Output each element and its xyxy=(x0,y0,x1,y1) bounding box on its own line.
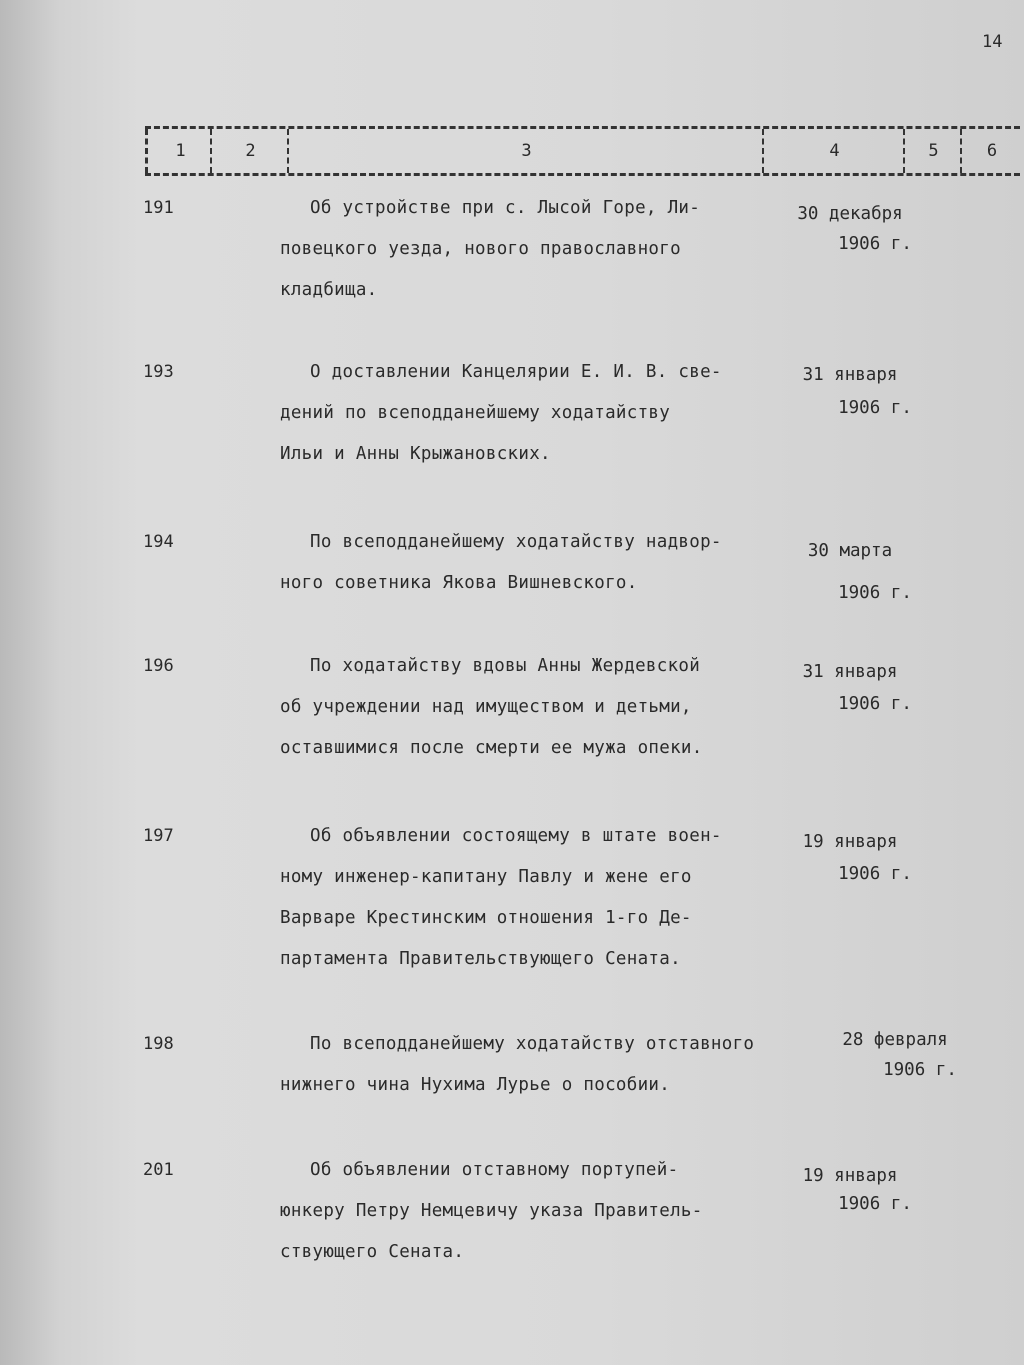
description-line: Об устройстве при с. Лысой Горе, Ли- xyxy=(310,198,701,218)
entry-number: 194 xyxy=(143,532,174,552)
description-line: По всеподданейшему ходатайству надвор- xyxy=(310,532,722,552)
entry-description xyxy=(280,826,790,990)
description-line: Ильи и Анны Крыжановских. xyxy=(280,444,551,464)
column-header: 4 xyxy=(762,129,905,173)
entry-description xyxy=(280,656,790,779)
entry-date: 30 марта xyxy=(807,541,893,561)
description-line: оставшимися после смерти ее мужа опеки. xyxy=(280,738,703,758)
entry-date: 30 декабря xyxy=(797,204,903,224)
entry-date: 31 января xyxy=(802,662,898,682)
entry-number: 197 xyxy=(143,826,174,846)
description-line: об учреждении над имуществом и детьми, xyxy=(280,697,692,717)
entry-date: 28 февраля xyxy=(842,1030,948,1050)
entry-date: 1906 г. xyxy=(838,1194,912,1214)
entry-description xyxy=(280,1034,790,1116)
description-line: кладбища. xyxy=(280,280,378,300)
entry-date: 31 января xyxy=(802,365,898,385)
column-header: 6 xyxy=(960,129,1022,173)
description-line: По всеподданейшему ходатайству отставного xyxy=(310,1034,755,1054)
entry-number: 191 xyxy=(143,198,174,218)
description-line: Об объявлении состоящему в штате воен- xyxy=(310,826,722,846)
description-line: Варваре Крестинским отношения 1-го Де- xyxy=(280,908,692,928)
description-line: повецкого уезда, нового православного xyxy=(280,239,681,259)
entry-date: 1906 г. xyxy=(883,1060,957,1080)
description-line: партамента Правительствующего Сената. xyxy=(280,949,681,969)
column-header: 3 xyxy=(287,129,764,173)
entry-date: 19 января xyxy=(802,1166,898,1186)
entry-date: 1906 г. xyxy=(838,864,912,884)
description-line: По ходатайству вдовы Анны Жердевской xyxy=(310,656,701,676)
column-header: 1 xyxy=(145,129,213,173)
column-header: 2 xyxy=(210,129,289,173)
entry-number: 193 xyxy=(143,362,174,382)
entry-description xyxy=(280,362,790,485)
entry-date: 1906 г. xyxy=(838,583,912,603)
description-line: ствующего Сената. xyxy=(280,1242,465,1262)
description-line: О доставлении Канцелярии Е. И. В. све- xyxy=(310,362,722,382)
entry-date: 1906 г. xyxy=(838,694,912,714)
entry-description xyxy=(280,1160,790,1283)
description-line: ному инженер-капитану Павлу и жене его xyxy=(280,867,692,887)
entry-number: 201 xyxy=(143,1160,174,1180)
description-line: ного советника Якова Вишневского. xyxy=(280,573,638,593)
table-header xyxy=(145,126,1020,176)
entry-number: 196 xyxy=(143,656,174,676)
description-line: Об объявлении отставному портупей- xyxy=(310,1160,679,1180)
entry-description xyxy=(280,198,790,321)
page-number: 14 xyxy=(982,32,1003,52)
entry-date: 1906 г. xyxy=(838,398,912,418)
description-line: юнкеру Петру Немцевичу указа Правитель- xyxy=(280,1201,703,1221)
entry-date: 1906 г. xyxy=(838,234,912,254)
entry-number: 198 xyxy=(143,1034,174,1054)
entry-date: 19 января xyxy=(802,832,898,852)
entry-description xyxy=(280,532,790,614)
description-line: дений по всеподданейшему ходатайству xyxy=(280,403,671,423)
description-line: нижнего чина Нухима Лурье о пособии. xyxy=(280,1075,671,1095)
column-header: 5 xyxy=(903,129,962,173)
